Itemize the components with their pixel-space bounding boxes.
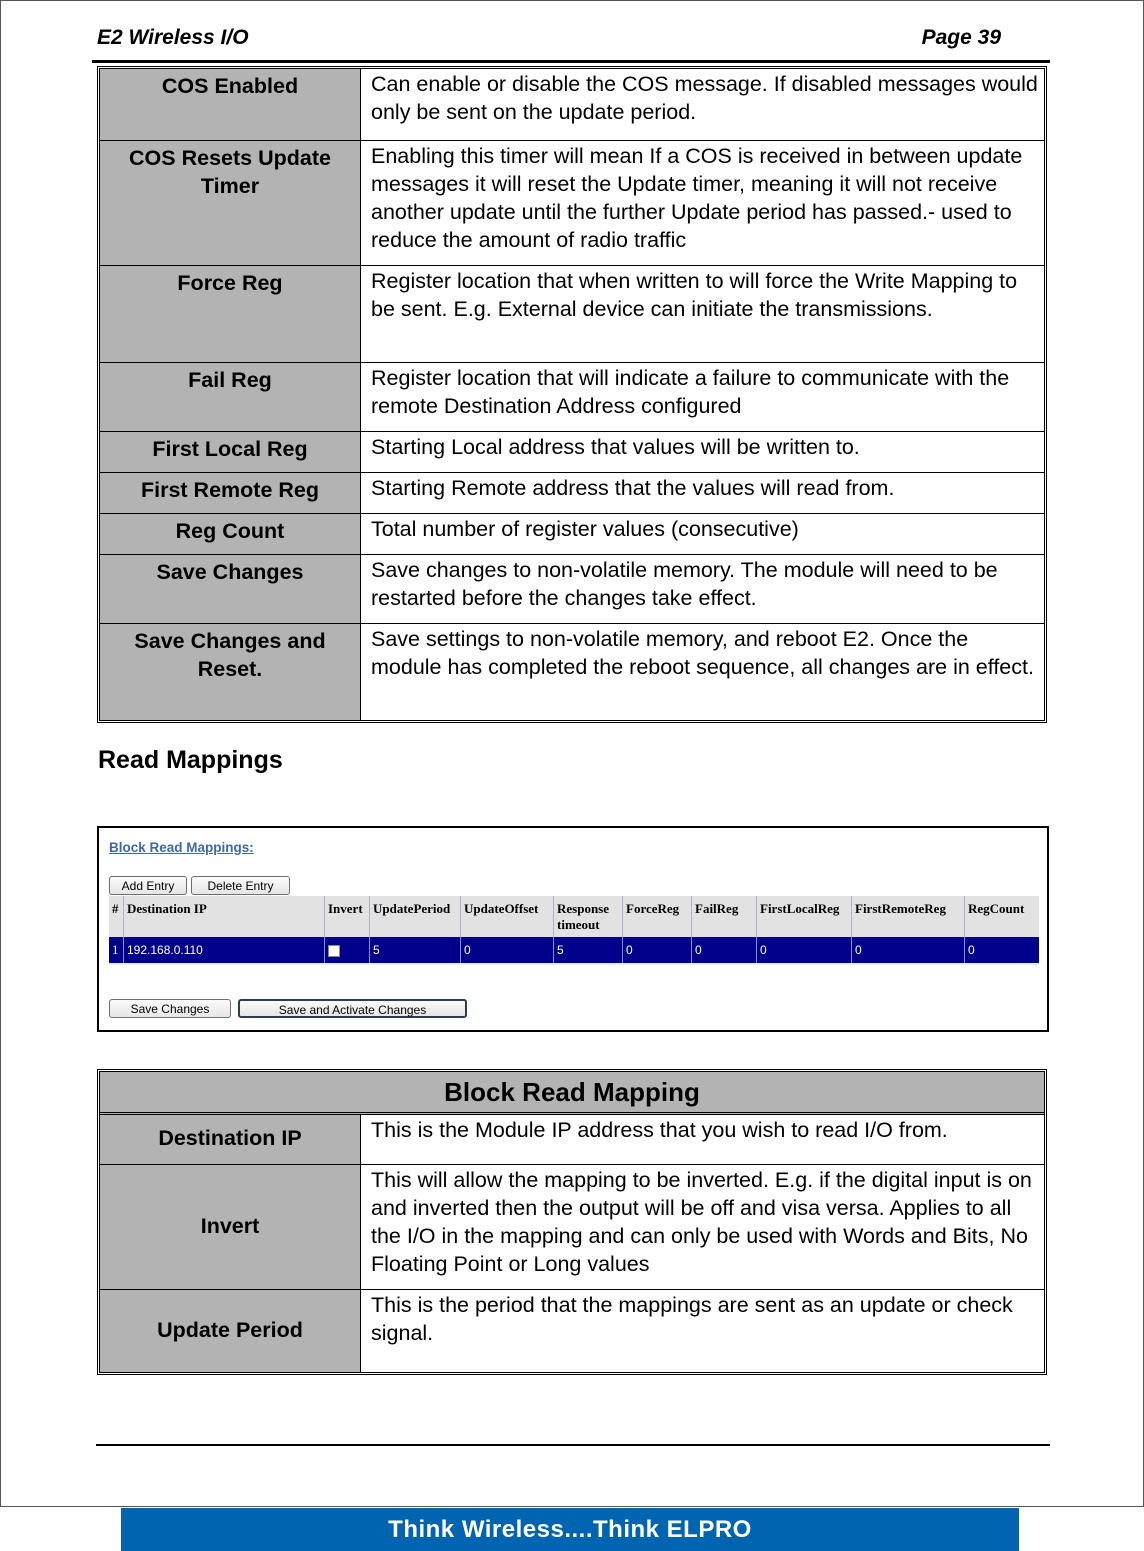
cell-reg-count[interactable]: 0 (965, 937, 1040, 964)
param-desc: Register location that will indicate a failure to communicate with the remote Destination Address configured (361, 363, 1044, 432)
add-entry-button[interactable]: Add Entry (109, 876, 187, 895)
block-read-mappings-link[interactable]: Block Read Mappings: (109, 840, 254, 855)
param-key: Force Reg (100, 266, 361, 363)
section-title: Read Mappings (98, 746, 283, 774)
param-key: First Remote Reg (100, 473, 361, 514)
param-key: Save Changes (100, 555, 361, 624)
param-desc: Enabling this timer will mean If a COS is received in between update messages it will reset the Update timer, meaning it will not receive another update until the further Update period has passed.- used to reduce the amount of radio traffic (361, 141, 1044, 266)
col-invert: Invert (325, 896, 370, 937)
col-response-timeout: Response timeout (554, 896, 623, 937)
param-key: COS Enabled (100, 69, 361, 141)
footer-banner: Think Wireless....Think ELPRO (121, 1508, 1019, 1551)
cell-first-local-reg[interactable]: 0 (757, 937, 852, 964)
param-desc: Register location that when written to will force the Write Mapping to be sent. E.g. External device can initiate the transmissions. (361, 266, 1044, 363)
param-key: Reg Count (100, 514, 361, 555)
param-desc: Save changes to non-volatile memory. The module will need to be restarted before the changes take effect. (361, 555, 1044, 624)
doc-title: E2 Wireless I/O (97, 26, 249, 49)
cell-fail-reg[interactable]: 0 (692, 937, 757, 964)
col-number: # (109, 896, 124, 937)
col-first-remote-reg: FirstRemoteReg (852, 896, 965, 937)
param-key: First Local Reg (100, 432, 361, 473)
cell-response-timeout[interactable]: 5 (554, 937, 623, 964)
mappings-grid (109, 896, 1039, 965)
col-update-period: UpdatePeriod (370, 896, 461, 937)
param-desc: This is the period that the mappings are sent as an update or check signal. (361, 1290, 1044, 1372)
param-key: Fail Reg (100, 363, 361, 432)
table-row (100, 432, 1044, 473)
grid-header-row (109, 896, 1039, 937)
cell-force-reg[interactable]: 0 (623, 937, 692, 964)
table-row (100, 1290, 1044, 1372)
col-destination-ip: Destination IP (124, 896, 325, 937)
param-key: Update Period (100, 1290, 361, 1372)
parameter-table-write (97, 66, 1047, 723)
param-desc: Total number of register values (consecutive) (361, 514, 1044, 555)
col-first-local-reg: FirstLocalReg (757, 896, 852, 937)
cell-first-remote-reg[interactable]: 0 (852, 937, 965, 964)
table-row (100, 624, 1044, 720)
param-desc: This will allow the mapping to be inverted. E.g. if the digital input is on and inverted then the output will be off and visa versa. Applies to all the I/O in the mapping and can only be used with Words and Bits, No Floating Point or Long values (361, 1165, 1044, 1290)
table-row (100, 555, 1044, 624)
table-row (100, 363, 1044, 432)
delete-entry-button[interactable]: Delete Entry (191, 876, 290, 895)
param-key: Invert (100, 1165, 361, 1290)
save-changes-button[interactable]: Save Changes (109, 999, 231, 1018)
table-row (100, 266, 1044, 363)
param-desc: This is the Module IP address that you wish to read I/O from. (361, 1115, 1044, 1165)
page-number: Page 39 (921, 26, 1001, 49)
col-fail-reg: FailReg (692, 896, 757, 937)
param-key: Save Changes and Reset. (100, 624, 361, 720)
cell-invert (325, 937, 370, 964)
block-read-mappings-screenshot (97, 826, 1049, 1032)
param-desc: Can enable or disable the COS message. If disabled messages would only be sent on the update period. (361, 69, 1044, 141)
table-row (100, 141, 1044, 266)
table-row (100, 1115, 1044, 1165)
footer-rule (96, 1444, 1050, 1446)
invert-checkbox[interactable] (328, 945, 340, 957)
cell-update-offset[interactable]: 0 (461, 937, 554, 964)
table-row (100, 514, 1044, 555)
table-row (100, 1165, 1044, 1290)
param-desc: Starting Local address that values will be written to. (361, 432, 1044, 473)
table-title: Block Read Mapping (100, 1072, 1044, 1115)
param-key: Destination IP (100, 1115, 361, 1165)
header-rule (92, 60, 1050, 63)
col-update-offset: UpdateOffset (461, 896, 554, 937)
col-force-reg: ForceReg (623, 896, 692, 937)
cell-update-period[interactable]: 5 (370, 937, 461, 964)
param-desc: Starting Remote address that the values will read from. (361, 473, 1044, 514)
col-reg-count: RegCount (965, 896, 1040, 937)
cell-number: 1 (109, 937, 124, 964)
table-row (100, 69, 1044, 141)
param-key: COS Resets Update Timer (100, 141, 361, 266)
table-title-row (100, 1072, 1044, 1115)
table-row (100, 473, 1044, 514)
param-desc: Save settings to non-volatile memory, and reboot E2. Once the module has completed the reboot sequence, all changes are in effect. (361, 624, 1044, 720)
cell-destination-ip[interactable]: 192.168.0.110 (124, 937, 325, 964)
page-header (97, 26, 1007, 50)
parameter-table-read (97, 1069, 1047, 1375)
table-row[interactable] (109, 937, 1039, 964)
save-activate-changes-button[interactable]: Save and Activate Changes (238, 999, 467, 1018)
